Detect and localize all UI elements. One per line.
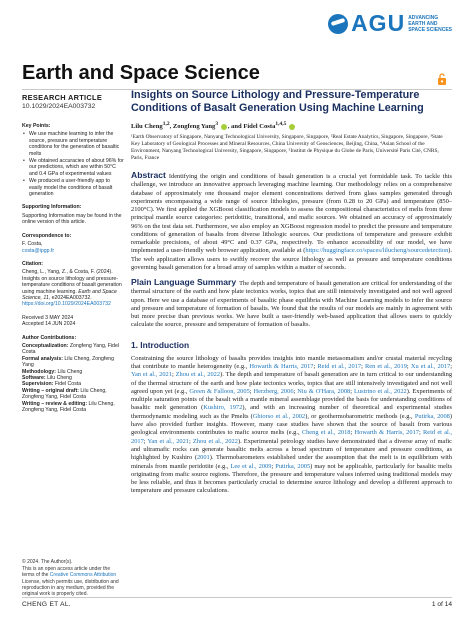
citation-link[interactable]: Yan et al., 2021 [147,437,189,445]
supporting-information [22,204,124,225]
citation-link[interactable]: Green & Falloon, 2005 [189,387,250,395]
running-authors: CHENG ET AL. [22,601,71,608]
intro-text: ) have also provided further insights. However, many case studies have shown that the source of basalt from various geological environments contributes to mafic source melts (e.g., [131,412,453,437]
author-name[interactable]: Lilu Cheng [131,123,163,131]
author-affil-marker: 3 [215,121,219,127]
key-points [22,123,124,197]
citation-link[interactable]: Herzberg, 2006 [253,387,294,395]
intro-sep: ; [171,371,176,379]
citation-link[interactable]: Xu et al., 2017 [410,362,451,370]
citation-link[interactable]: Howarth & Harris, 2017 [354,429,419,437]
list-item: • We obtained accuracies of about 96% for our predictions, which are within 50°C and 0.4 GPa of experimental values [22,158,124,177]
agu-tagline: ADVANCING EARTH AND SPACE SCIENCES [408,14,452,33]
intro-text: ). Thermobarometers established under the assumption that the melt is in equilibrium with minerals from mantle peridotite (e.g., [131,454,452,470]
citation-link[interactable]: Putirka, 2005 [275,462,311,470]
intro-sep: ; [189,437,193,445]
citation-link[interactable]: Reid et al., 2017 [317,362,362,370]
intro-text: ). Experiments of multiple saturation points of the basalt with a mantle mineral assemblage provided the basis for understanding conditions of basaltic melt generation ( [131,387,452,412]
license-text-start: This is an open access article under the terms of the [22,566,111,579]
intro-sep: ; [271,462,276,470]
license-notice [22,559,122,597]
intro-sep: ; [249,387,254,395]
citation-link[interactable]: Zhou et al., 2022 [175,371,221,379]
journal-title: Earth and Space Science [22,62,260,84]
citation-doi-link[interactable]: https://doi.org/10.1029/2024EA003732 [22,301,111,308]
author-contributions [22,335,124,414]
abstract-text-end: ). The web application allows users to swiftly recover the source lithology as well as pressure and temperature conditions governing basalt generation for a broad array of samples within a matter of seconds. [131,247,452,271]
abstract-text: Identifying the origin and conditions of basalt generation is a crucial yet formidable task. To tackle this challenge, we introduce an innovative approach leveraging machine learning. Our methodology relies on a comprehensive database of approximately one thousand major element concentrations derived from glass samples generated through experiments encompassing a wide range of source lithologies, pressure (from 0.28 to 20 GPa) and temperature (850–2100°C). We first applied the XGBoost classification models to assess the compositional characteristics of melts from three principal mantle source categories: peridotitic, transitional, and mafic sources. We obtained an accuracy of approximately 96% on the test data set. Furthermore, we also employ an XGBoost regression model to predict the pressure and temperature conditions of generation of basalts from diverse lithologic sources. Our predictions of temperature and pressure exhibit remarkable precisions, of about 49°C and 0.37 GPa, respectively. To enhance accessibility of our model, we have implemented a user-friendly web browser application, available at ( [131,173,452,255]
article-main [131,89,452,496]
contribution-names: Fidel Costa [54,381,82,388]
creative-commons-link[interactable]: Creative Commons Attribution [49,572,117,579]
list-item [22,356,124,369]
citation-heading: Citation: [22,260,44,267]
supporting-heading: Supporting Information: [22,204,82,211]
intro-sep: ; [361,362,365,370]
license-text [22,566,122,597]
correspondence-email-link[interactable]: costa@ipgp.fr [22,247,55,254]
list-item [22,388,124,401]
citation-link[interactable]: Zhou et al., 2022 [192,437,238,445]
intro-text: ). Experimental petrology studies have demonstrated that a diverse array of mafic and ultramafic rocks can generate basaltic melts across a broad spectrum of temperature and pressure conditions, as highlighted by Kushiro ( [131,437,452,462]
citation-link[interactable]: Howarth & Harris, 2017 [249,362,314,370]
contribution-role: Software: [22,375,46,381]
license-text-end: License, which permits use, distribution and reproduction in any medium, provided the original work is properly cited. [22,578,119,598]
citation-link[interactable]: Ren et al., 2019 [365,362,407,370]
correspondence-heading: Correspondence to: [22,232,72,239]
author-list: Lilu Cheng$^{1,2}$, Zongfeng Yang$^3$ , and Fidel Costa$^{1,4,5}$ [131,120,452,131]
contribution-role: Conceptualization: [22,342,69,349]
author-name[interactable]: Fidel Costa [243,123,276,131]
agu-wordmark: AGU [351,10,406,36]
pls-heading: Plain Language Summary [131,277,237,288]
intro-text: ) may not be applicable, particularly for basaltic melts originating from mafic source regions. Therefore, the pressure and temperature values inferred using traditional models may be less reliable, and thus it becomes particularly crucial to determine source lithology and develop a different approach to temperature and pressure calculations. [131,462,452,495]
citation-text [22,269,124,307]
contribution-names: Lilu Cheng, Zongfeng Yang [22,355,115,369]
page-number: 1 of 14 [431,601,452,608]
abstract-heading: Abstract [131,170,166,181]
citation-journal: Earth and Space Science, 11 [22,288,117,301]
citation-link[interactable]: Reid et al., 2017 [131,429,452,445]
author-separator: , and [227,123,244,131]
citation [22,261,124,308]
key-points-heading: Key Points: [22,123,51,129]
contribution-names: Zongfeng Yang, Fidel Costa [22,342,119,356]
intro-sep: ; [450,362,453,370]
contribution-names: Lilu Cheng [57,368,83,375]
supporting-text: Supporting Information may be found in the online version of this article. [22,212,122,226]
intro-text: Constraining the source lithology of basalts provides insights into mantle metasomatism and/or crustal material recycling that contribute to mantle heterogeneity (e.g., [131,354,452,370]
intro-sep: ; [293,387,298,395]
introduction-heading: 1. Introduction [131,339,190,350]
article-type: RESEARCH ARTICLE [22,93,103,102]
list-item: • We produced a user-friendly app to easily model the conditions of basalt generation [22,178,124,197]
citation-link[interactable]: 2001 [196,454,210,462]
citation-link[interactable]: Ghiorso et al., 2002 [252,412,306,420]
agu-logo [328,12,452,35]
contributions-heading: Author Contributions: [22,334,77,341]
contribution-role: Writing – review & editing: [22,400,88,407]
citation-body: Cheng, L., Yang, Z., & Costa, F. (2024). Insights on source lithology and pressure-temperature conditions of basalt generation using machine learning. [22,269,122,295]
author-name[interactable]: Zongfeng Yang [172,123,216,131]
intro-sep: ; [350,429,355,437]
contribution-role: Supervision: [22,381,54,388]
intro-text: ). The depth and temperature of basalt generation are in turn critical to our understanding of the thermal structure of the earth and how plate tectonics works, topics that are still intensively investigated and not well agreed upon yet (e.g., [131,371,453,395]
author-affil-marker: 1,4,5 [275,121,287,127]
intro-sep: ; [313,362,318,370]
citation-tail: , e2024EA003732. [48,294,92,301]
accepted-date: Accepted 14 JUN 2024 [22,321,76,328]
citation-link[interactable]: Cheng et al., 2018 [301,429,351,437]
orcid-icon[interactable] [221,124,227,130]
introduction-text [131,355,452,496]
contribution-names: Lilu Cheng, Zongfeng Yang, Fidel Costa [22,387,107,401]
received-date: Received 3 MAY 2024 [22,314,74,321]
plain-language-summary [131,278,452,330]
app-url-link[interactable]: https://huggingface.co/spaces/lilucheng/sourcedetection [305,247,449,255]
dates [22,315,124,328]
abstract [131,171,452,272]
intro-text: ), and with an increasing number of theoretical and experimental studies thermodynamic modeling such as the Pmelts ( [131,404,452,420]
intro-sep: ; [143,437,148,445]
list-item [22,401,124,414]
intro-sep: ; [418,429,423,437]
orcid-icon[interactable] [289,124,295,130]
key-points-list [22,131,124,197]
contribution-role: Methodology: [22,368,56,375]
affiliations: ¹Earth Observatory of Singapore, Nanyang Technological University, Singapore, Singapore, ²Real Estate Analytics, Singapore, Singapore, ³State Key Laboratory of Geological Processes and Mineral Resources, China University of Geosciences, Beijing, China, ⁴Asian School of the Environment, Nanyang Technological University, Singapore, Singapore, ⁵Institut de Physique du Globe de Paris, Université Paris Cité, CNRS, Paris, France [131,134,443,162]
footer-divider [22,597,452,598]
citation-link[interactable]: Yan et al., 2021 [131,371,172,379]
intro-text: ), or geothermobarometric methods (e.g., [305,412,415,420]
open-access-icon [437,73,447,85]
citation-link[interactable]: Lee et al., 2009 [230,462,272,470]
citation-link[interactable]: Lustrino et al., 2022 [353,387,407,395]
list-item: • We use machine learning to infer the source, pressure and temperature conditions for the generation of basaltic melts [22,131,124,157]
contribution-role: Formal analysis: [22,355,63,362]
intro-sep: ; [350,387,354,395]
contribution-role: Writing – original draft: [22,387,79,394]
citation-link[interactable]: Putirka, 2008 [414,412,450,420]
correspondence-name: F. Costa, [22,241,43,248]
globe-icon [328,14,348,34]
copyright-line: © 2024. The Author(s). [22,559,73,565]
contribution-names: Lilu Cheng, Zongfeng Yang, Fidel Costa [22,400,115,414]
article-sidebar [22,93,124,420]
citation-link[interactable]: Niu & O'Hara, 2008 [297,387,351,395]
correspondence [22,233,124,254]
article-title: Insights on Source Lithology and Pressure-Temperature Conditions of Basalt Generation Using Machine Learning [131,89,424,114]
list-item [22,343,124,356]
intro-sep: ; [406,362,411,370]
pls-text: The depth and temperature of basalt generation are critical for understanding of the thermal structure of the earth and how plate tectonics works, topics that are still intensively investigated and not well agreed upon. Here we use a database of experiments of basaltic phase equilibria with Machine Learning models to infer the source and pressure and temperature of formation of basalts. We found that the results of our models are mainly in agreement with but more precise than previous works. We have built a user-friendly web-based application that allows users to quickly calculate the source, pressure and temperature of formation of basalts. [131,280,452,329]
author-affil-marker: 1,2 [162,121,170,127]
article-doi[interactable]: 10.1029/2024EA003732 [22,103,96,110]
contribution-names: Lilu Cheng [47,375,72,381]
citation-link[interactable]: Kushiro, 1972 [203,404,243,412]
